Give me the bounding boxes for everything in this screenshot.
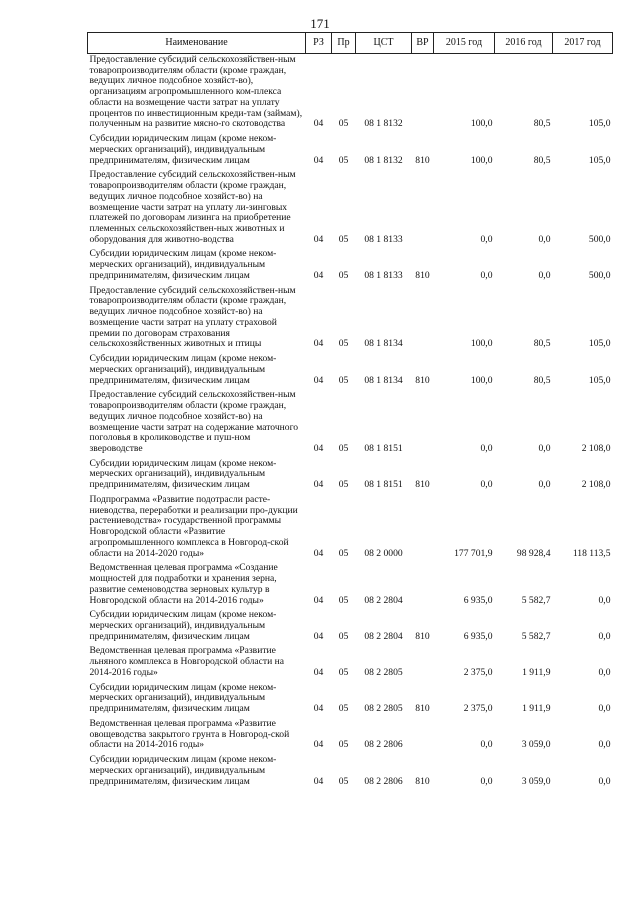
table-body [88,54,613,791]
cell-vr [412,645,434,681]
cell-2016: 98 928,4 [516,547,551,559]
cell-2015: 6 935,0 [463,594,493,606]
cell-rz: 04 [313,547,324,559]
cell-cst: 08 2 0000 [364,547,403,559]
table-row [88,389,613,457]
cell-cst: 08 1 8133 [364,233,403,245]
header-pr: Пр [332,33,356,54]
cell-name: Предоставление субсидий сельскохозяйствен-ным товаропроизводителям области (кроме граждан, ведущих личное подсобное хозяйст-во) на возмещение части затрат на уплату страховой премии по договорам страхования сельскохозяйственных животных и птицы [89,284,296,350]
cell-2016: 80,5 [533,118,551,130]
cell-2015: 0,0 [480,739,493,751]
cell-2015: 100,0 [470,338,493,350]
cell-pr: 05 [338,547,349,559]
cell-pr: 05 [338,269,349,281]
cell-rz: 04 [313,666,324,678]
cell-2016: 1 911,9 [522,666,551,678]
cell-2017: 2 108,0 [581,442,611,454]
cell-rz: 04 [313,442,324,454]
cell-vr: 810 [415,374,430,386]
header-2016: 2016 год [495,33,553,54]
table-row [88,562,613,609]
cell-pr: 05 [338,233,349,245]
cell-vr: 810 [415,703,430,715]
cell-name: Субсидии юридическим лицам (кроме неком-мерческих организаций), индивидуальным предпринимателям, физическим лицам [89,248,277,281]
cell-vr: 810 [415,479,430,491]
cell-pr: 05 [338,374,349,386]
table-row [88,54,613,134]
cell-2015: 0,0 [480,233,493,245]
table-row [88,353,613,389]
cell-2015: 100,0 [470,374,493,386]
cell-name: Ведомственная целевая программа «Создание мощностей для подработки и хранения зерна, развитие семеноводства зерновых культур в Новгородской области на 2014-2016 годы» [89,562,278,606]
cell-cst: 08 2 2804 [364,630,403,642]
cell-rz: 04 [313,594,324,606]
cell-2015: 2 375,0 [463,703,493,715]
table-row [88,458,613,494]
cell-2017: 0,0 [598,594,611,606]
cell-vr: 810 [415,269,430,281]
cell-2015: 6 935,0 [463,630,493,642]
cell-rz: 04 [313,269,324,281]
cell-cst: 08 1 8134 [364,338,403,350]
table-row [88,718,613,754]
cell-cst: 08 1 8134 [364,374,403,386]
cell-vr [412,389,434,457]
cell-rz: 04 [313,479,324,491]
cell-2016: 0,0 [538,269,551,281]
cell-cst: 08 2 2804 [364,594,403,606]
cell-2015: 2 375,0 [463,666,493,678]
cell-name: Подпрограмма «Развитие подотрасли расте-ниеводства, переработки и реализации про-дукции растениеводства» государственной программы Новгородской области «Развитие агропромышленного комплекса в Новгород-ской области на 2014-2020 годы» [89,493,298,559]
table-row [88,248,613,284]
cell-name: Ведомственная целевая программа «Развитие льняного комплекса в Новгородской области на 2014-2016 годы» [89,645,285,678]
cell-pr: 05 [338,479,349,491]
cell-2016: 3 059,0 [521,739,551,751]
cell-2015: 0,0 [480,479,493,491]
cell-name: Субсидии юридическим лицам (кроме неком-мерческих организаций), индивидуальным предпринимателям, физическим лицам [89,609,277,642]
cell-vr: 810 [415,775,430,787]
cell-cst: 08 1 8132 [364,154,403,166]
cell-pr: 05 [338,630,349,642]
cell-vr: 810 [415,154,430,166]
cell-cst: 08 2 2806 [364,775,403,787]
cell-vr [412,718,434,754]
cell-name: Предоставление субсидий сельскохозяйствен-ным товаропроизводителям области (кроме граждан, ведущих личное подсобное хозяйст-во), организациям агропромышленного ком-плекса области на возмещение части затрат на уплату процентов по инвестиционным креди-там (займам), полученным на развитие мясно-го скотоводства [89,54,303,130]
budget-table [87,32,613,790]
cell-cst: 08 2 2805 [364,703,403,715]
cell-2015: 0,0 [480,775,493,787]
cell-2016: 0,0 [538,442,551,454]
cell-2017: 0,0 [598,775,611,787]
cell-rz: 04 [313,154,324,166]
cell-pr: 05 [338,666,349,678]
cell-2016: 0,0 [538,479,551,491]
cell-vr [412,54,434,134]
cell-pr: 05 [338,594,349,606]
table-row [88,645,613,681]
cell-2017: 500,0 [588,269,611,281]
cell-2015: 100,0 [470,118,493,130]
cell-pr: 05 [338,739,349,751]
cell-2016: 5 582,7 [521,594,551,606]
cell-2016: 0,0 [538,233,551,245]
table-row [88,754,613,790]
cell-pr: 05 [338,154,349,166]
cell-pr: 05 [338,775,349,787]
cell-name: Субсидии юридическим лицам (кроме неком-мерческих организаций), индивидуальным предпринимателям, физическим лицам [89,457,277,491]
cell-name: Субсидии юридическим лицам (кроме неком-мерческих организаций), индивидуальным предпринимателям, физическим лицам [89,353,277,386]
cell-pr: 05 [338,703,349,715]
cell-2015: 177 701,9 [454,547,493,559]
cell-2016: 80,5 [533,154,551,166]
table-row [88,285,613,353]
cell-vr [412,169,434,248]
header-vr: ВР [412,33,434,54]
cell-rz: 04 [313,374,324,386]
cell-2016: 80,5 [533,338,551,350]
cell-2016: 5 582,7 [521,630,551,642]
cell-vr [412,285,434,353]
cell-cst: 08 1 8132 [364,118,403,130]
table-row [88,169,613,248]
cell-2016: 80,5 [533,374,551,386]
cell-2015: 0,0 [480,269,493,281]
cell-2017: 2 108,0 [581,479,611,491]
cell-name: Ведомственная целевая программа «Развитие овощеводства закрытого грунта в Новгород-ской области на 2014-2016 годы» [89,717,290,751]
cell-name: Предоставление субсидий сельскохозяйствен-ным товаропроизводителям области (кроме граждан, ведущих личное подсобное хозяйст-во) на возмещение части затрат на содержание маточного поголовья в кролиководстве и пуш-ном звероводстве [89,389,299,454]
cell-rz: 04 [313,703,324,715]
cell-2017: 105,0 [588,118,611,130]
cell-name: Субсидии юридическим лицам (кроме неком-мерческих организаций), индивидуальным предпринимателям, физическим лицам [89,754,277,787]
cell-cst: 08 1 8151 [364,442,403,454]
table-row [88,609,613,645]
cell-2016: 1 911,9 [522,703,551,715]
cell-pr: 05 [338,442,349,454]
cell-2017: 500,0 [588,233,611,245]
page-number: 171 [310,16,330,31]
cell-name: Субсидии юридическим лицам (кроме неком-мерческих организаций), индивидуальным предпринимателям, физическим лицам [89,681,277,715]
cell-rz: 04 [313,118,324,130]
header-2015: 2015 год [434,33,495,54]
cell-name: Предоставление субсидий сельскохозяйствен-ным товаропроизводителям области (кроме граждан, ведущих личное подсобное хозяйст-во) на возмещение части затрат на уплату ли-зинговых платежей по договорам лизинга на приобретение племенных сельскохозяйствен-ных животных и оборудования для животно-водства [89,169,296,245]
cell-2015: 0,0 [480,442,493,454]
cell-2017: 105,0 [588,338,611,350]
cell-rz: 04 [313,338,324,350]
cell-2017: 105,0 [588,374,611,386]
table-row [88,494,613,562]
table-row [88,133,613,169]
cell-2017: 0,0 [598,739,611,751]
table-header-row [88,33,613,54]
cell-rz: 04 [313,739,324,751]
cell-cst: 08 1 8133 [364,269,403,281]
cell-vr: 810 [415,630,430,642]
header-rz: РЗ [306,33,332,54]
cell-cst: 08 2 2805 [364,666,403,678]
cell-2017: 118 113,5 [572,547,611,559]
cell-rz: 04 [313,233,324,245]
header-2017: 2017 год [553,33,613,54]
cell-pr: 05 [338,338,349,350]
cell-vr [412,562,434,609]
cell-cst: 08 1 8151 [364,479,403,491]
cell-rz: 04 [313,775,324,787]
cell-2017: 0,0 [598,703,611,715]
cell-rz: 04 [313,630,324,642]
header-cst: ЦСТ [356,33,412,54]
cell-name: Субсидии юридическим лицам (кроме неком-мерческих организаций), индивидуальным предпринимателям, физическим лицам [89,133,277,166]
cell-2015: 100,0 [470,154,493,166]
cell-2017: 0,0 [598,666,611,678]
cell-pr: 05 [338,118,349,130]
cell-2017: 105,0 [588,154,611,166]
cell-2016: 3 059,0 [521,775,551,787]
cell-vr [412,494,434,562]
cell-2017: 0,0 [598,630,611,642]
table-row [88,682,613,718]
header-name: Наименование [88,33,306,54]
cell-cst: 08 2 2806 [364,739,403,751]
